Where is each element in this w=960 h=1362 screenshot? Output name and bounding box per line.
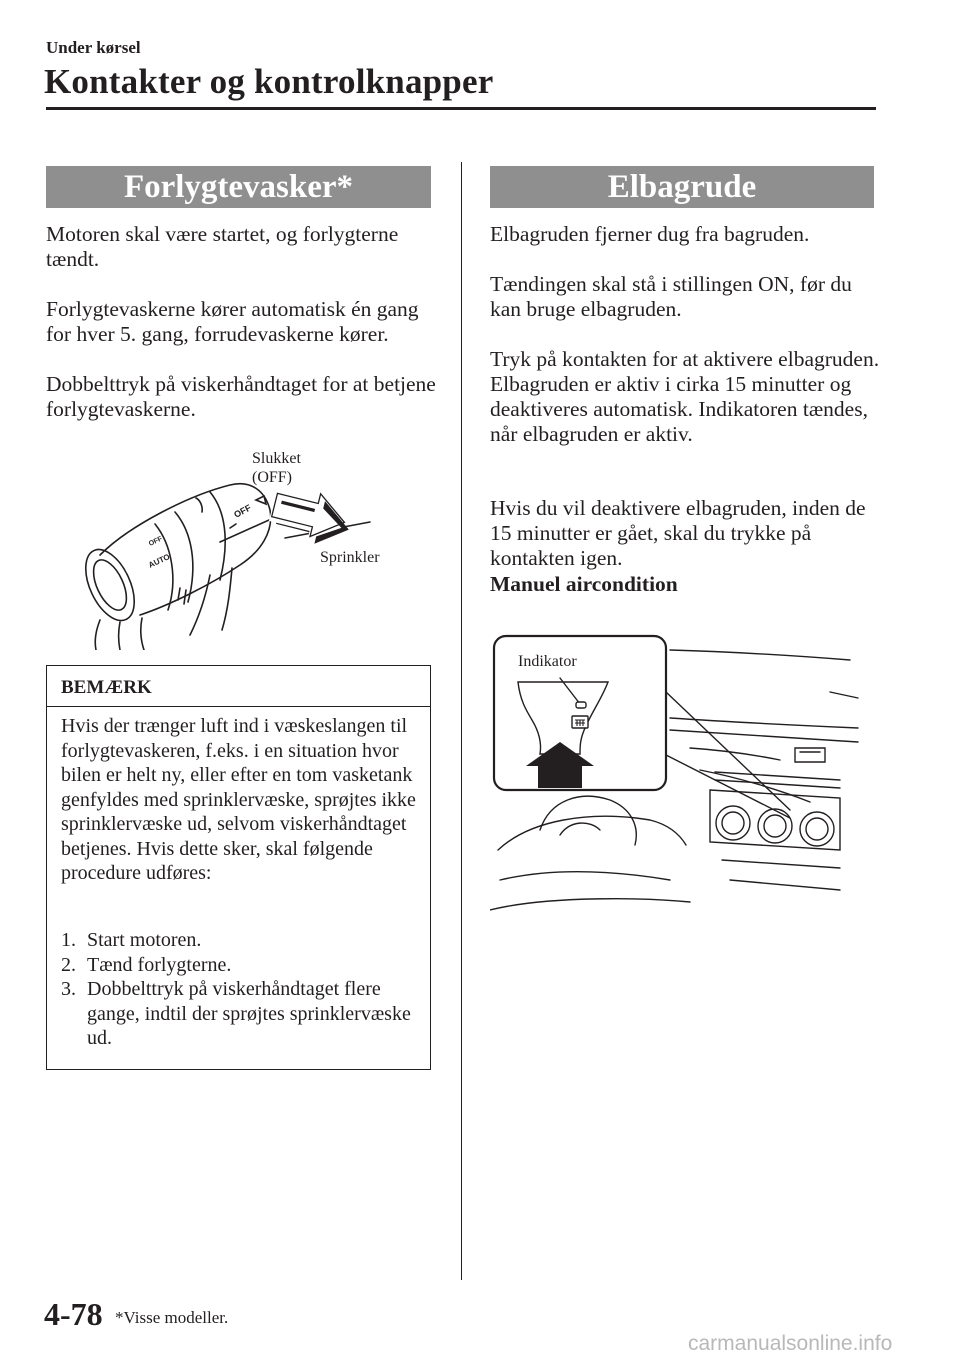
dashboard-illustration [490,630,860,920]
column-divider [461,162,462,1280]
left-paragraph-1: Motoren skal være startet, og forlygterne tændt. [46,222,399,271]
right-paragraph-2: Tændingen skal stå i stillingen ON, før du kan bruge elbagruden. [490,272,852,321]
note-step-text: Start motoren. [87,929,202,951]
label-off-line1: Slukket [252,450,301,467]
note-step [61,953,426,978]
page-number: 4-78 [44,1296,103,1332]
dashboard-figure [490,630,860,920]
note-step-number: 1. [61,929,76,951]
stalk-end-cap [76,542,144,628]
wiper-stalk-figure [60,440,440,650]
note-step-text: Dobbelttryk på viskerhåndtaget flere gange, indtil der sprøjtes sprinklervæske ud. [87,978,411,1049]
left-paragraph-3: Dobbelttryk på viskerhåndtaget for at betjene forlygtevaskerne. [46,372,436,421]
stalk-text-off: OFF [232,502,253,520]
note-steps [61,928,426,1051]
left-paragraph-2: Forlygtevaskerne kører automatisk én gang for hver 5. gang, forrudevaskerne kører. [46,297,419,346]
note-title: BEMÆRK [61,677,152,698]
chapter-title: Kontakter og kontrolknapper [44,62,494,101]
dash-top-line [670,650,850,660]
note-step [61,977,426,1051]
zoom-line-bottom [666,755,790,818]
header-rule [46,107,876,110]
stalk-text-off-2: OFF [147,535,164,548]
note-step-number: 3. [61,978,76,1000]
wiper-stalk-illustration [60,440,440,650]
headlamp-washer-banner: Forlygtevasker* [46,166,431,208]
note-step-text: Tænd forlygterne. [87,953,232,976]
note-box [46,665,431,1070]
defroster-icon [575,720,585,726]
hvac-knob-left [716,806,750,840]
manual-ac-subheading: Manuel aircondition [490,572,678,596]
rear-defroster-banner: Elbagrude [490,166,874,208]
note-step [61,928,426,953]
note-step-number: 2. [61,953,76,976]
note-text: Hvis der trænger luft ind i væskeslangen til forlygtevaskeren, f.eks. i en situation hvor bilen er helt ny, eller efter en tom vasketank genfyldes med sprinklervæske, sprøjtes ikke sprinklervæske ud, selvom viskerhåndtaget betjenes. Hvis dette sker, skal følgende procedure udføres: [61,715,416,884]
zoom-line-top [666,692,790,810]
right-paragraph-3: Tryk på kontakten for at aktivere elbagruden. Elbagruden er aktiv i cirka 15 minutter og deaktiveres automatisk. Indikatoren tændes, når elbagruden er aktiv. [490,347,880,446]
label-sprinkler: Sprinkler [320,549,380,566]
section-label: Under kørsel [46,38,141,57]
push-arrow [268,484,354,551]
note-header [47,666,430,707]
label-indicator: Indikator [518,653,577,670]
hvac-knob-right [800,812,834,846]
stalk-text-auto: AUTO [147,552,172,570]
steering-wheel [498,816,686,850]
footnote: *Visse modeller. [115,1308,229,1327]
hvac-knob-center [758,809,792,843]
right-paragraph-1: Elbagruden fjerner dug fra bagruden. [490,222,810,246]
label-off-line2: (OFF) [252,469,293,486]
right-paragraph-4: Hvis du vil deaktivere elbagruden, inden de 15 minutter er gået, skal du trykke på kontakten igen. [490,496,866,570]
hvac-panel [710,790,840,850]
watermark: carmanualsonline.info [688,1332,893,1355]
indicator-lamp [576,702,586,708]
